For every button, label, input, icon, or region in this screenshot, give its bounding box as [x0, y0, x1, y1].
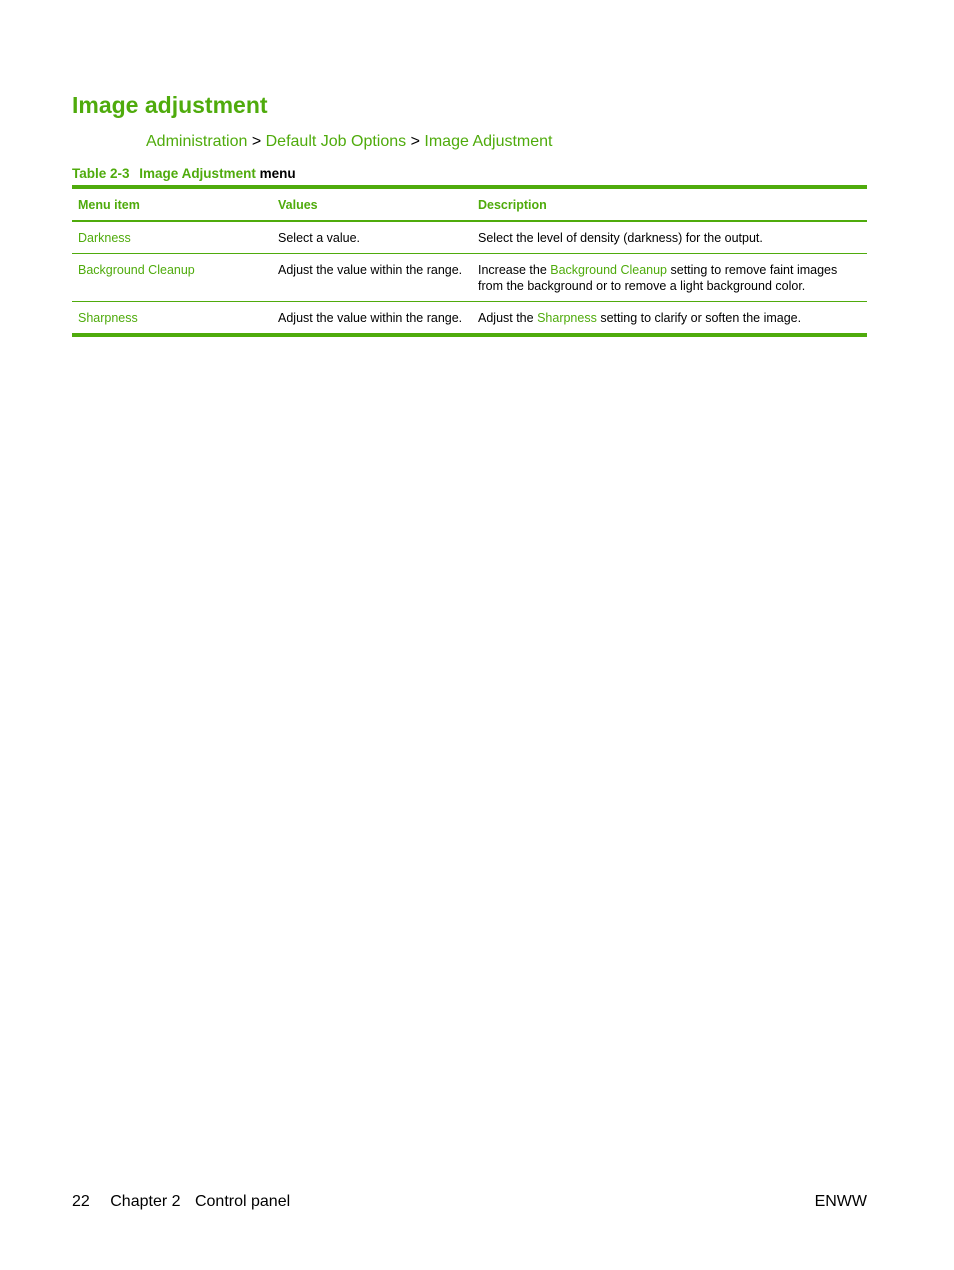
description-link[interactable]: Background Cleanup	[550, 263, 668, 277]
table-header-row	[72, 187, 867, 221]
footer-chapter-title: Control panel	[194, 1193, 291, 1210]
description-text: Increase the	[478, 263, 551, 277]
table-caption	[72, 166, 296, 181]
menu-item-link[interactable]: Darkness	[78, 231, 131, 245]
menu-item-link[interactable]: Sharpness	[78, 311, 138, 325]
breadcrumb-item-default-job-options[interactable]: Default Job Options	[265, 133, 407, 150]
table-caption-name: Image Adjustment	[139, 166, 256, 181]
menu-item-sharpness[interactable]	[72, 302, 272, 336]
breadcrumb-separator: >	[251, 133, 262, 150]
menu-item-darkness[interactable]	[72, 221, 272, 254]
breadcrumb-separator: >	[410, 133, 420, 150]
header-description: Description	[472, 187, 868, 221]
description-link[interactable]: Sharpness	[537, 311, 597, 325]
row-value: Adjust the value within the range.	[272, 302, 472, 336]
breadcrumb	[146, 133, 552, 151]
menu-item-link[interactable]: Background Cleanup	[78, 263, 195, 277]
image-adjustment-menu-table	[72, 185, 867, 337]
breadcrumb-item-image-adjustment[interactable]: Image Adjustment	[424, 133, 553, 150]
description-text: Select the level of density (darkness) for the output.	[478, 231, 763, 245]
table-row	[72, 254, 867, 302]
row-description	[472, 302, 868, 336]
row-description	[472, 254, 868, 302]
table-caption-number: Table 2-3	[72, 166, 130, 181]
row-description	[472, 221, 868, 254]
header-menu-item: Menu item	[72, 187, 272, 221]
row-value: Adjust the value within the range.	[272, 254, 472, 302]
section-title: Image adjustment	[72, 92, 268, 118]
description-text: setting to clarify or soften the image.	[596, 311, 802, 325]
page-footer-left	[72, 1193, 306, 1211]
description-text: setting to remove faint images from the background or to remove a light background color.	[478, 263, 838, 293]
menu-item-background-cleanup[interactable]	[72, 254, 272, 302]
table-row	[72, 302, 867, 336]
table-row	[72, 221, 867, 254]
breadcrumb-item-administration[interactable]: Administration	[146, 133, 248, 150]
page-number: 22	[72, 1193, 90, 1210]
description-text: Adjust the	[478, 311, 538, 325]
row-value: Select a value.	[272, 221, 472, 254]
table-caption-suffix: menu	[259, 166, 296, 181]
header-values: Values	[272, 187, 472, 221]
page-footer-right: ENWW	[814, 1193, 867, 1210]
footer-chapter: Chapter 2	[110, 1193, 181, 1210]
